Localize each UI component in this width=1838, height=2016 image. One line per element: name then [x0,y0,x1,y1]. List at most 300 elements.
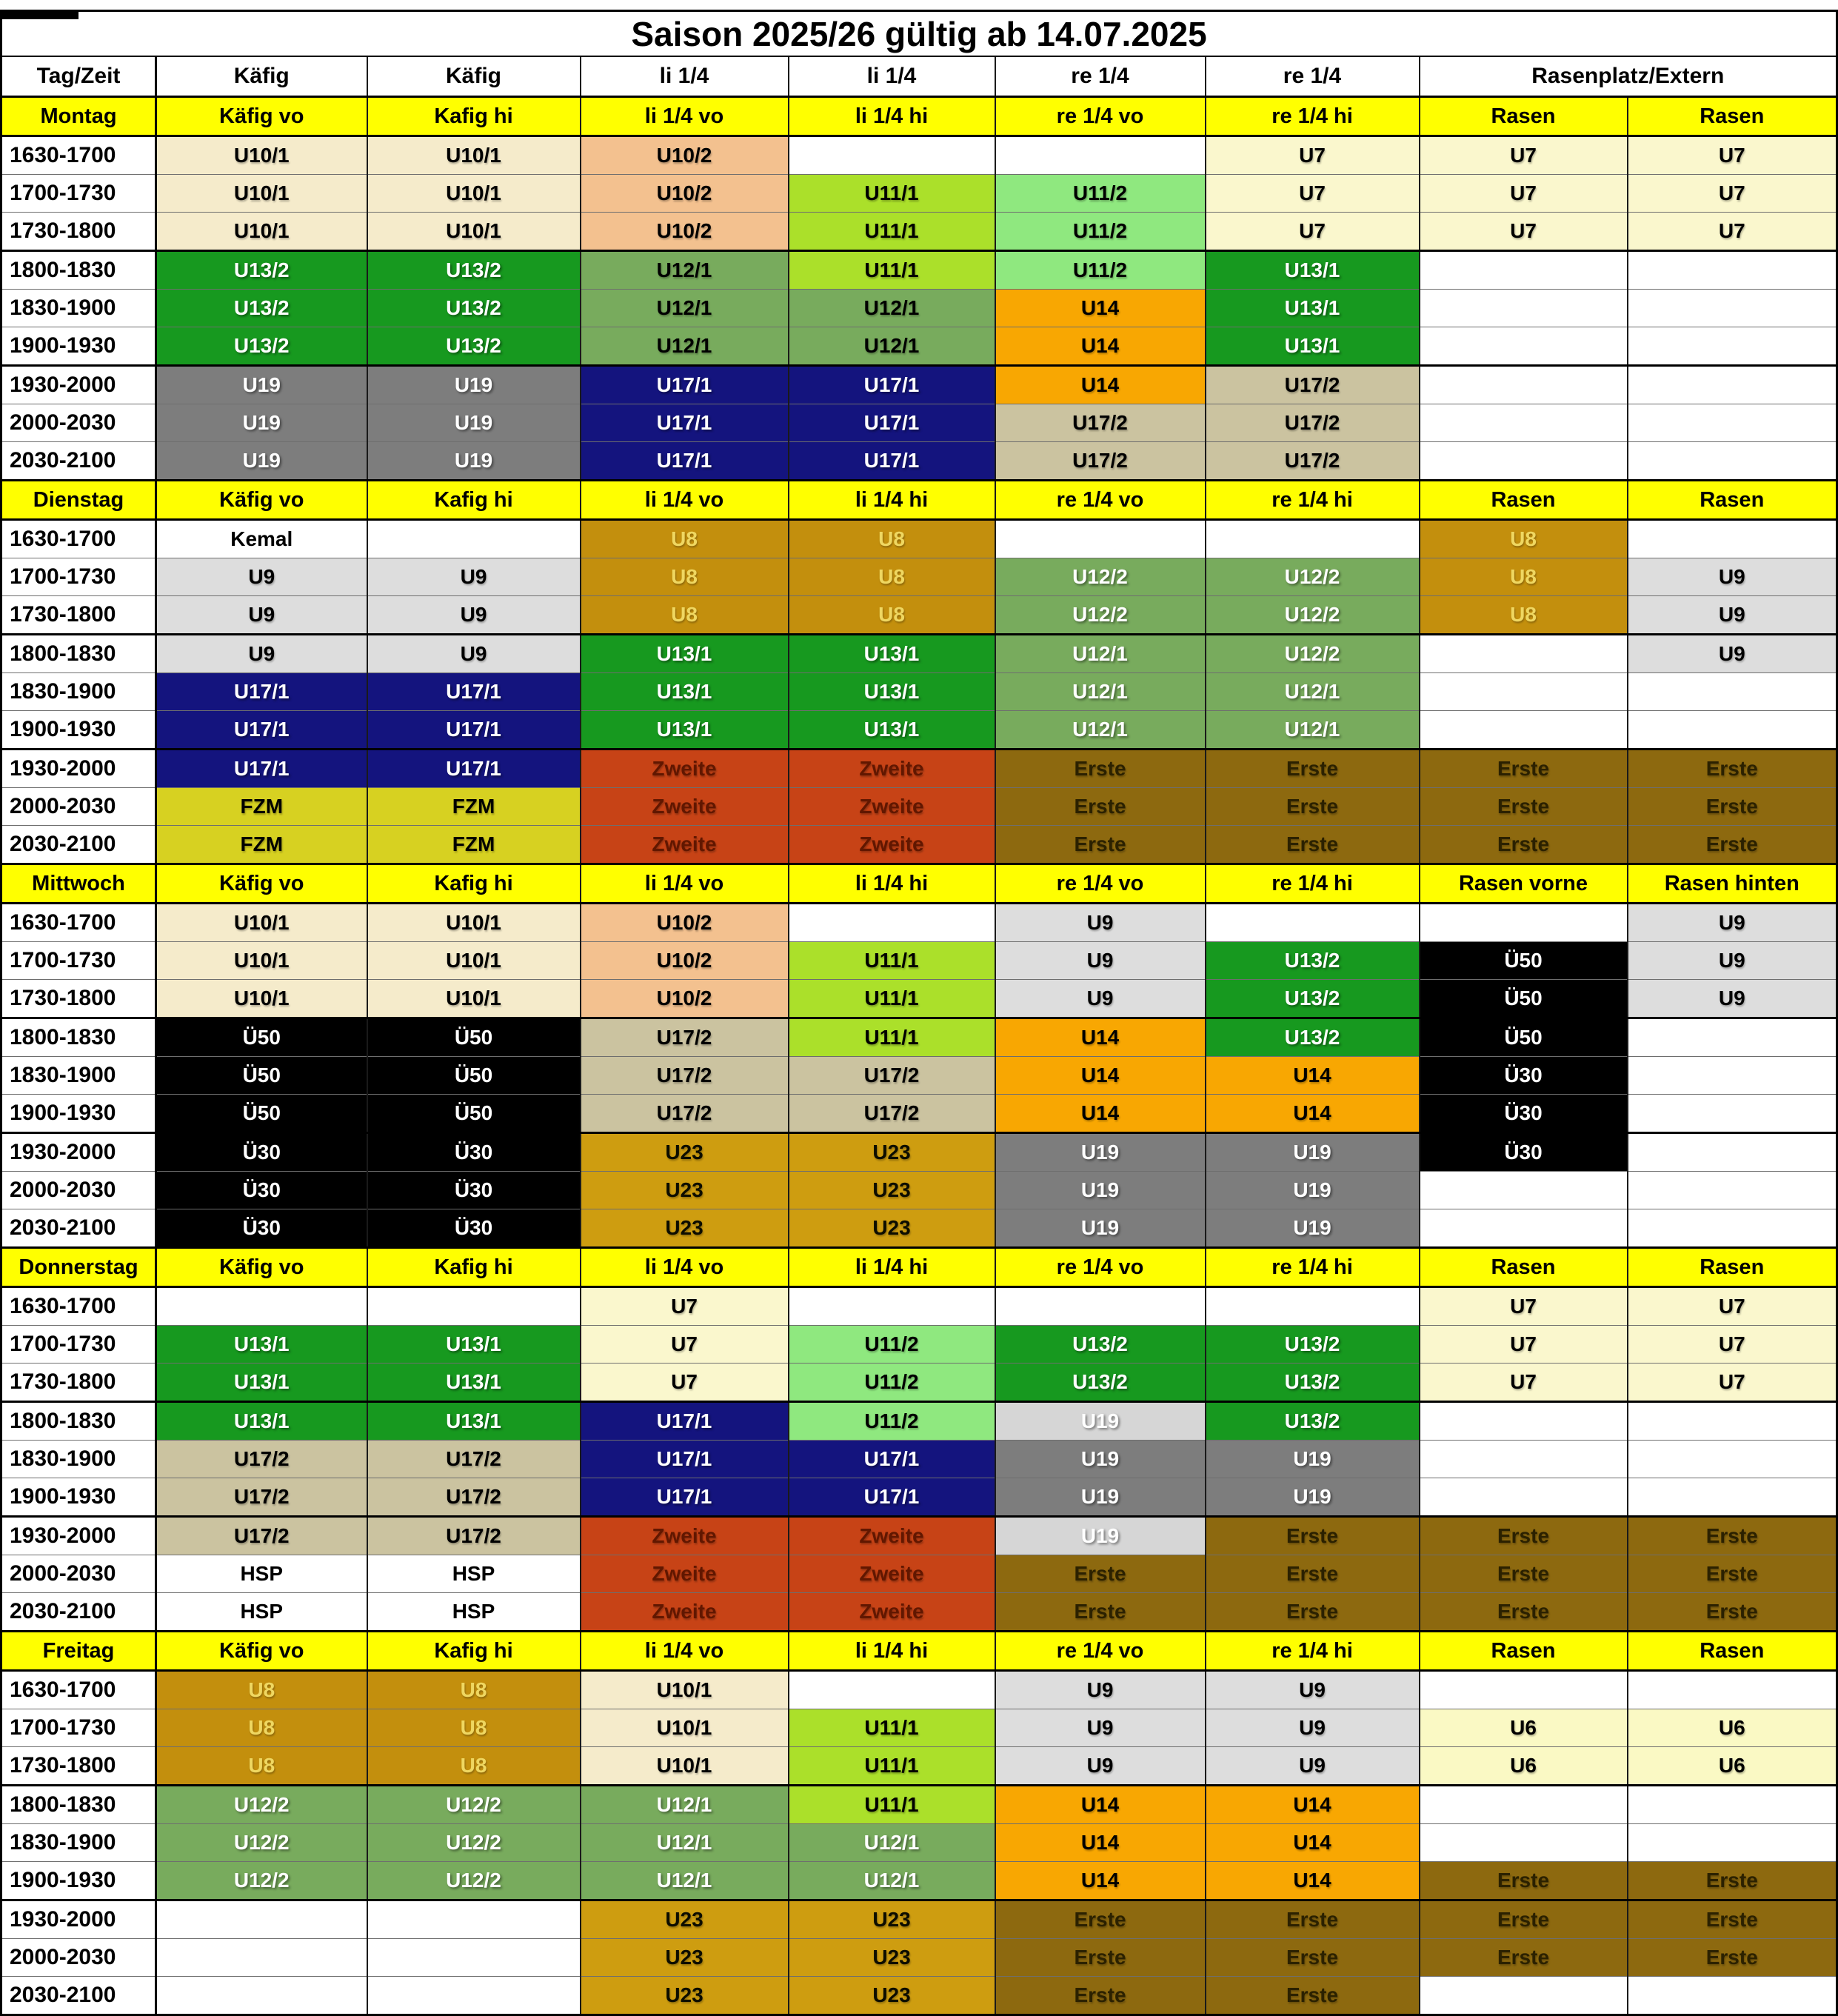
time-cell: 1830-1900 [1,290,156,327]
slot-cell: Erste [1420,1593,1628,1632]
col-header-cell: Käfig [156,56,367,97]
slot-cell: U7 [1206,213,1420,251]
time-cell: 1800-1830 [1,1402,156,1441]
slot-cell: U19 [156,442,367,481]
subheader-cell: Käfig vo [156,1632,367,1671]
slot-cell: U17/2 [581,1057,789,1095]
slot-cell: U12/2 [1206,596,1420,635]
slot-cell: U10/1 [156,213,367,251]
subheader-cell: li 1/4 vo [581,1248,789,1287]
slot-cell: Ü50 [367,1095,581,1133]
slot-cell: Ü30 [367,1172,581,1209]
slot-cell: U13/1 [789,711,995,750]
time-cell: 2030-2100 [1,1593,156,1632]
slot-cell: U19 [995,1441,1206,1478]
slot-cell: U13/1 [367,1402,581,1441]
table-row [1,1209,1837,1248]
slot-cell: U9 [1628,635,1837,673]
subheader-cell: li 1/4 vo [581,1632,789,1671]
subheader-cell: li 1/4 hi [789,1248,995,1287]
slot-cell: Zweite [581,1555,789,1593]
slot-cell: U10/1 [367,904,581,942]
slot-cell: Ü30 [156,1209,367,1248]
slot-cell: U12/1 [581,1786,789,1824]
slot-cell: U12/2 [1206,558,1420,596]
slot-cell: U19 [1206,1172,1420,1209]
slot-cell: HSP [367,1593,581,1632]
slot-cell [1420,327,1628,366]
slot-cell: Ü50 [367,1057,581,1095]
slot-cell: U19 [995,1133,1206,1172]
slot-cell: U8 [367,1671,581,1709]
slot-cell: Erste [995,1900,1206,1939]
slot-cell [1420,711,1628,750]
slot-cell: U9 [995,904,1206,942]
subheader-cell: li 1/4 vo [581,864,789,904]
subheader-cell: re 1/4 hi [1206,864,1420,904]
slot-cell: Erste [995,1593,1206,1632]
slot-cell: U13/2 [1206,1018,1420,1057]
time-cell: 1630-1700 [1,520,156,558]
slot-cell: U10/1 [156,175,367,213]
slot-cell: Erste [995,788,1206,826]
slot-cell [1628,1478,1837,1517]
slot-cell: U12/2 [156,1824,367,1862]
slot-cell: Erste [1206,826,1420,864]
slot-cell: Zweite [789,1593,995,1632]
table-row [1,1786,1837,1824]
time-cell: 1900-1930 [1,1862,156,1900]
slot-cell: U17/1 [581,404,789,442]
slot-cell: U14 [1206,1095,1420,1133]
slot-cell: U14 [995,1786,1206,1824]
slot-cell: U11/1 [789,251,995,290]
slot-cell [1420,251,1628,290]
time-cell: 1630-1700 [1,1287,156,1326]
slot-cell: U9 [995,1709,1206,1747]
slot-cell: U17/2 [156,1517,367,1555]
slot-cell [1420,904,1628,942]
slot-cell: Erste [1420,1900,1628,1939]
time-cell: 1700-1730 [1,558,156,596]
slot-cell: U19 [367,404,581,442]
slot-cell: U17/1 [789,404,995,442]
slot-cell: U7 [1206,175,1420,213]
slot-cell [1628,1172,1837,1209]
slot-cell: U10/1 [367,942,581,980]
slot-cell: U10/2 [581,136,789,175]
slot-cell [1420,290,1628,327]
slot-cell: U13/1 [789,673,995,711]
subheader-cell: Rasen [1628,1632,1837,1671]
table-row [1,788,1837,826]
subheader-cell: li 1/4 hi [789,481,995,520]
subheader-cell: Rasen hinten [1628,864,1837,904]
subheader-cell: Kafig hi [367,481,581,520]
slot-cell [1628,1402,1837,1441]
col-header-cell: Käfig [367,56,581,97]
slot-cell: U11/2 [789,1402,995,1441]
table-row [1,366,1837,404]
slot-cell: U8 [789,558,995,596]
slot-cell: U13/1 [156,1402,367,1441]
slot-cell: U7 [581,1326,789,1364]
slot-cell: U14 [995,327,1206,366]
subheader-cell: Kafig hi [367,97,581,136]
slot-cell: Erste [1628,788,1837,826]
slot-cell: Ü50 [1420,1018,1628,1057]
slot-cell: U23 [581,1133,789,1172]
slot-cell [1628,366,1837,404]
slot-cell [995,136,1206,175]
slot-cell [1628,1095,1837,1133]
time-cell: 2000-2030 [1,1172,156,1209]
slot-cell: Erste [1420,750,1628,788]
slot-cell: U11/2 [789,1364,995,1402]
time-cell: 2000-2030 [1,788,156,826]
slot-cell: U19 [995,1478,1206,1517]
slot-cell: U8 [1420,596,1628,635]
slot-cell: U19 [1206,1209,1420,1248]
slot-cell: U9 [1628,596,1837,635]
slot-cell: Zweite [581,826,789,864]
slot-cell: U9 [995,1747,1206,1786]
slot-cell: U13/2 [995,1364,1206,1402]
slot-cell: U12/2 [156,1862,367,1900]
slot-cell: U12/1 [581,1824,789,1862]
slot-cell: U17/2 [367,1478,581,1517]
schedule-table [0,10,1838,2016]
slot-cell: U12/1 [789,290,995,327]
slot-cell [1628,442,1837,481]
slot-cell [156,1939,367,1977]
slot-cell: U14 [1206,1786,1420,1824]
slot-cell: U8 [789,596,995,635]
slot-cell: U9 [1206,1709,1420,1747]
slot-cell: U17/1 [581,442,789,481]
time-cell: 1930-2000 [1,1133,156,1172]
slot-cell: U19 [995,1517,1206,1555]
subheader-cell: li 1/4 hi [789,1632,995,1671]
col-header-cell: Rasenplatz/Extern [1420,56,1837,97]
slot-cell [1420,1824,1628,1862]
table-row [1,1326,1837,1364]
table-row [1,558,1837,596]
slot-cell: U13/2 [367,290,581,327]
slot-cell [1628,1671,1837,1709]
subheader-cell: Rasen [1420,481,1628,520]
table-row [1,1172,1837,1209]
slot-cell: U13/1 [1206,290,1420,327]
slot-cell: U14 [1206,1057,1420,1095]
slot-cell: U13/2 [1206,1326,1420,1364]
col-header-cell: Tag/Zeit [1,56,156,97]
slot-cell: U8 [1420,558,1628,596]
time-cell: 1730-1800 [1,1364,156,1402]
slot-cell: FZM [367,826,581,864]
table-row [1,520,1837,558]
day-row [1,97,1837,136]
day-name-cell: Freitag [1,1632,156,1671]
slot-cell: U8 [1420,520,1628,558]
slot-cell [1628,1057,1837,1095]
table-row [1,1018,1837,1057]
time-cell: 1900-1930 [1,1095,156,1133]
day-row [1,1248,1837,1287]
slot-cell [1420,1478,1628,1517]
slot-cell [789,136,995,175]
slot-cell: Erste [1206,1593,1420,1632]
slot-cell: Ü50 [367,1018,581,1057]
slot-cell: U12/2 [1206,635,1420,673]
slot-cell: Zweite [789,750,995,788]
slot-cell [789,1287,995,1326]
time-cell: 1730-1800 [1,1747,156,1786]
day-row [1,864,1837,904]
time-cell: 1830-1900 [1,1824,156,1862]
slot-cell: U10/1 [156,904,367,942]
slot-cell: U13/1 [581,673,789,711]
table-row [1,1133,1837,1172]
table-row [1,1402,1837,1441]
slot-cell: U13/2 [156,327,367,366]
slot-cell: U11/1 [789,1018,995,1057]
slot-cell: U12/1 [581,327,789,366]
slot-cell: U10/1 [581,1671,789,1709]
table-row [1,1671,1837,1709]
slot-cell: U7 [1420,136,1628,175]
slot-cell [1628,1133,1837,1172]
slot-cell: U17/2 [789,1095,995,1133]
slot-cell: Erste [995,826,1206,864]
table-row [1,1977,1837,2015]
slot-cell: U14 [1206,1862,1420,1900]
subheader-cell: Kafig hi [367,864,581,904]
time-cell: 1830-1900 [1,1441,156,1478]
slot-cell: U10/1 [581,1709,789,1747]
slot-cell: U17/1 [789,442,995,481]
slot-cell: U19 [995,1209,1206,1248]
slot-cell: U6 [1420,1709,1628,1747]
slot-cell: Zweite [581,1517,789,1555]
slot-cell: U13/2 [367,327,581,366]
slot-cell [789,904,995,942]
slot-cell [1420,404,1628,442]
slot-cell: Erste [1420,1939,1628,1977]
slot-cell [156,1977,367,2015]
slot-cell: Erste [1420,1862,1628,1900]
slot-cell: Erste [995,1555,1206,1593]
slot-cell: Erste [1628,1939,1837,1977]
slot-cell: U12/1 [995,711,1206,750]
subheader-cell: re 1/4 hi [1206,481,1420,520]
slot-cell: U17/2 [367,1517,581,1555]
time-cell: 1800-1830 [1,1018,156,1057]
slot-cell: U17/2 [156,1478,367,1517]
slot-cell: U7 [1420,1364,1628,1402]
slot-cell: U6 [1628,1747,1837,1786]
table-row [1,1862,1837,1900]
slot-cell: U8 [581,558,789,596]
slot-cell: U23 [581,1209,789,1248]
slot-cell: U12/2 [367,1862,581,1900]
slot-cell [367,1939,581,1977]
subheader-cell: li 1/4 hi [789,864,995,904]
page-title: Saison 2025/26 gültig ab 14.07.2025 [1,11,1837,57]
slot-cell: Erste [1628,826,1837,864]
slot-cell: U9 [367,558,581,596]
slot-cell: U19 [156,404,367,442]
slot-cell: U14 [995,1862,1206,1900]
slot-cell [1420,366,1628,404]
time-cell: 1900-1930 [1,711,156,750]
slot-cell: Ü50 [1420,942,1628,980]
subheader-cell: li 1/4 vo [581,481,789,520]
slot-cell: Ü30 [367,1209,581,1248]
time-cell: 2000-2030 [1,1939,156,1977]
table-row [1,175,1837,213]
slot-cell [1420,1441,1628,1478]
slot-cell: U12/1 [1206,673,1420,711]
slot-cell: U11/1 [789,1709,995,1747]
time-cell: 2000-2030 [1,1555,156,1593]
slot-cell: U12/1 [581,1862,789,1900]
slot-cell: U11/1 [789,980,995,1018]
slot-cell: Erste [1206,788,1420,826]
slot-cell [1628,290,1837,327]
table-row [1,1555,1837,1593]
slot-cell: U10/1 [581,1747,789,1786]
slot-cell: Erste [1420,788,1628,826]
time-cell: 2030-2100 [1,826,156,864]
table-row [1,404,1837,442]
slot-cell: U7 [581,1364,789,1402]
time-cell: 1630-1700 [1,904,156,942]
subheader-cell: re 1/4 vo [995,97,1206,136]
slot-cell [1628,251,1837,290]
slot-cell: U17/2 [581,1018,789,1057]
slot-cell: U19 [995,1402,1206,1441]
slot-cell: U10/1 [367,980,581,1018]
table-row [1,826,1837,864]
slot-cell: U17/1 [156,750,367,788]
slot-cell: U9 [367,596,581,635]
table-row [1,136,1837,175]
slot-cell: Ü50 [156,1018,367,1057]
slot-cell: U11/2 [995,251,1206,290]
slot-cell: U7 [581,1287,789,1326]
slot-cell: U17/1 [156,673,367,711]
slot-cell: Ü50 [156,1057,367,1095]
subheader-cell: Rasen [1628,97,1837,136]
slot-cell [995,520,1206,558]
slot-cell: U11/1 [789,1786,995,1824]
slot-cell: Erste [1628,750,1837,788]
slot-cell: U17/1 [367,711,581,750]
subheader-cell: li 1/4 hi [789,97,995,136]
slot-cell: Erste [1206,1939,1420,1977]
slot-cell: Erste [1206,1555,1420,1593]
time-cell: 1730-1800 [1,980,156,1018]
slot-cell [1420,442,1628,481]
slot-cell: U13/1 [156,1326,367,1364]
slot-cell [789,1671,995,1709]
slot-cell [367,520,581,558]
slot-cell [1420,1977,1628,2015]
slot-cell: U23 [581,1977,789,2015]
slot-cell: Erste [1206,750,1420,788]
time-cell: 1730-1800 [1,596,156,635]
slot-cell: U17/2 [1206,442,1420,481]
slot-cell: U7 [1420,1326,1628,1364]
time-cell: 1930-2000 [1,1900,156,1939]
slot-cell: U6 [1420,1747,1628,1786]
slot-cell [1420,1172,1628,1209]
slot-cell [367,1977,581,2015]
slot-cell: U13/1 [1206,327,1420,366]
slot-cell: U19 [367,442,581,481]
slot-cell: U17/1 [581,1402,789,1441]
table-row [1,1478,1837,1517]
slot-cell: U17/2 [789,1057,995,1095]
slot-cell: U14 [995,290,1206,327]
slot-cell: U17/2 [581,1095,789,1133]
slot-cell: U13/2 [367,251,581,290]
slot-cell: U10/2 [581,942,789,980]
slot-cell: Ü30 [156,1172,367,1209]
slot-cell: U19 [367,366,581,404]
subheader-cell: re 1/4 hi [1206,97,1420,136]
slot-cell: Zweite [789,1555,995,1593]
slot-cell [1628,1824,1837,1862]
slot-cell [1628,327,1837,366]
day-name-cell: Dienstag [1,481,156,520]
slot-cell: U12/2 [367,1786,581,1824]
table-row [1,1593,1837,1632]
slot-cell: U8 [156,1747,367,1786]
slot-cell: U8 [156,1709,367,1747]
slot-cell: U23 [789,1209,995,1248]
slot-cell: U12/2 [156,1786,367,1824]
slot-cell: Zweite [789,1517,995,1555]
slot-cell: U17/1 [581,1441,789,1478]
slot-cell: Ü30 [1420,1095,1628,1133]
subheader-cell: re 1/4 vo [995,1632,1206,1671]
slot-cell: U9 [1628,558,1837,596]
table-row [1,904,1837,942]
slot-cell: Zweite [789,826,995,864]
slot-cell: U19 [1206,1133,1420,1172]
slot-cell: U7 [1420,213,1628,251]
slot-cell: U14 [995,1057,1206,1095]
slot-cell: HSP [156,1555,367,1593]
slot-cell: U17/1 [367,750,581,788]
time-cell: 2030-2100 [1,1209,156,1248]
slot-cell: Erste [1420,1517,1628,1555]
slot-cell: U17/1 [367,673,581,711]
time-cell: 1700-1730 [1,175,156,213]
slot-cell: Zweite [581,1593,789,1632]
slot-cell: U12/1 [995,635,1206,673]
col-header-cell: li 1/4 [789,56,995,97]
subheader-cell: re 1/4 hi [1206,1248,1420,1287]
col-header-cell: re 1/4 [1206,56,1420,97]
slot-cell: U8 [367,1709,581,1747]
table-row [1,251,1837,290]
slot-cell: Erste [1628,1555,1837,1593]
slot-cell: U12/2 [995,596,1206,635]
slot-cell: U12/2 [995,558,1206,596]
